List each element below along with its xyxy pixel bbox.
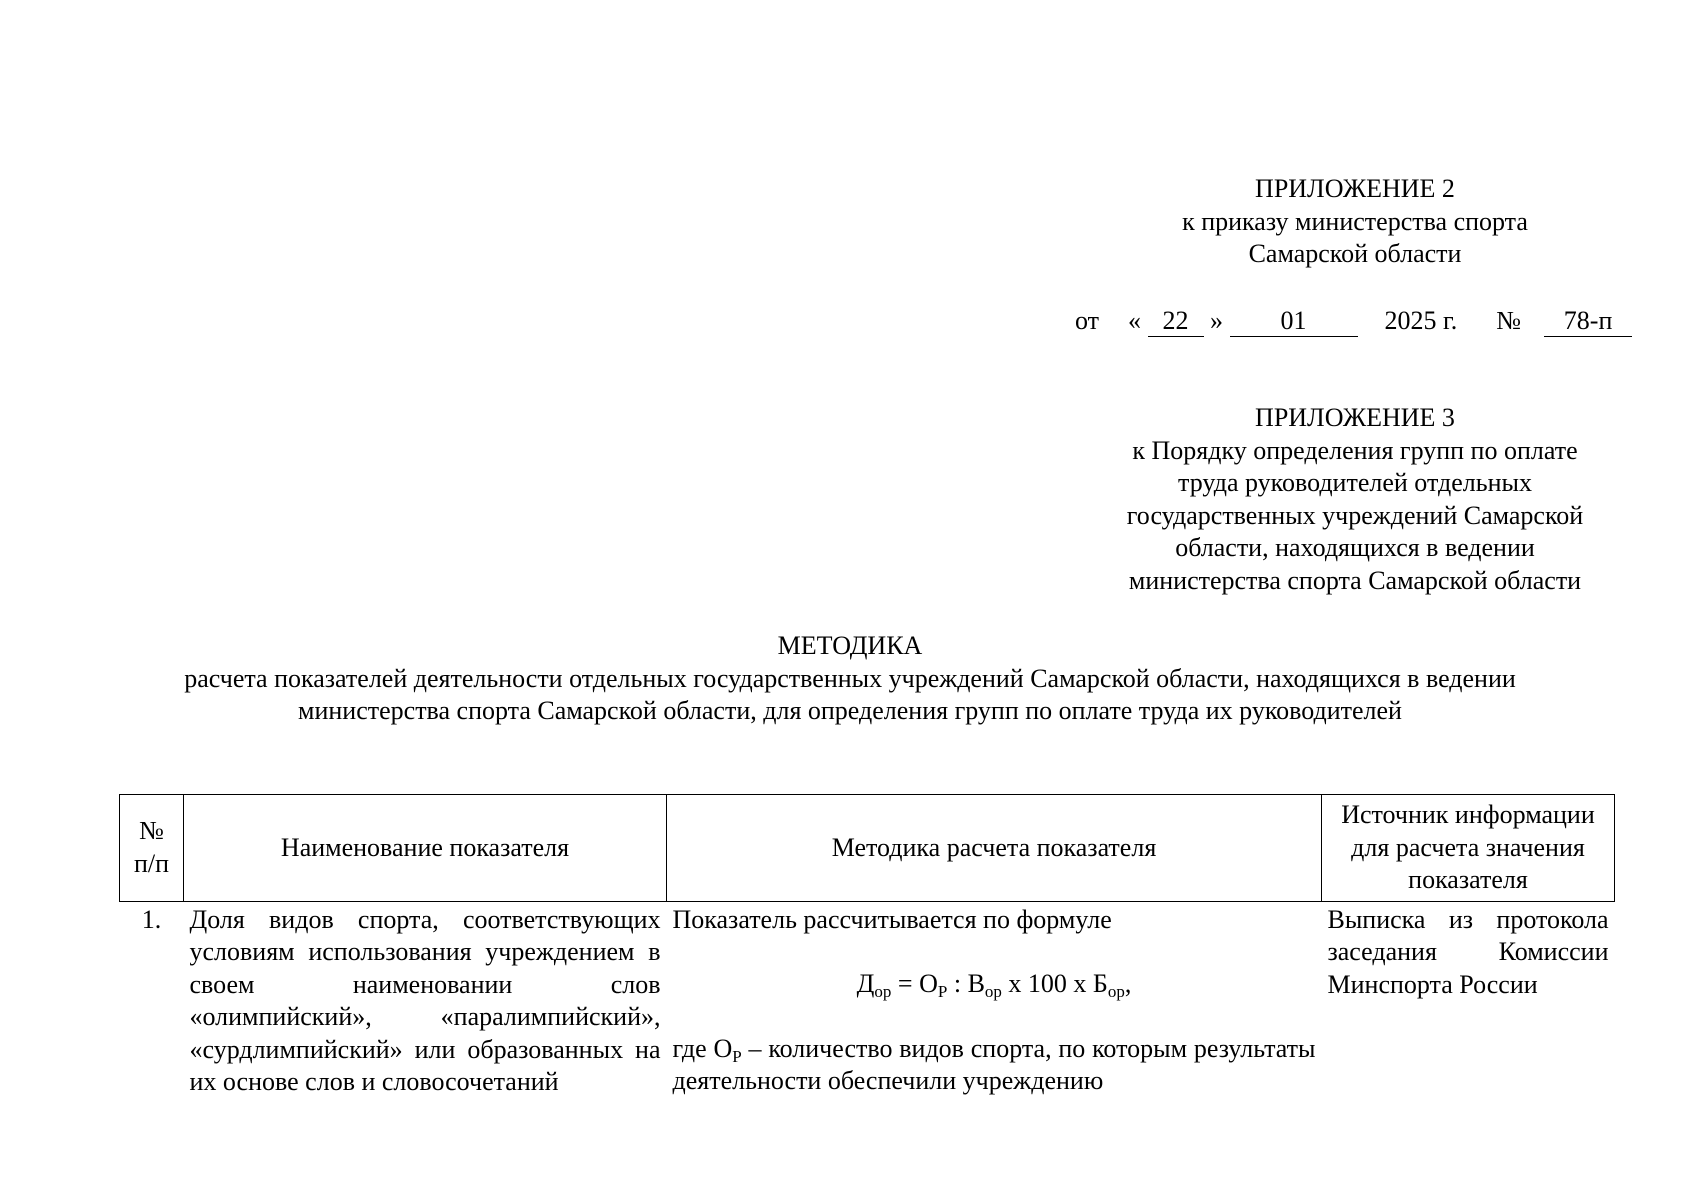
document-subtitle-line: расчета показателей деятельности отдельных государственных учреждений Самарской области, находящихся в ведении <box>184 663 1516 693</box>
appendix-2-line: Самарской области <box>1248 239 1462 268</box>
order-date-line <box>1075 305 1632 338</box>
appendix-3-line: области, находящихся в ведении <box>1175 533 1535 562</box>
appendix-3-line: министерства спорта Самарской области <box>1128 565 1582 595</box>
row-source: Выписка из протокола заседания Комиссии Минспорта России <box>1327 904 1609 999</box>
header-method: Методика расчета показателя <box>667 795 1322 902</box>
date-open-quote: « <box>1128 306 1142 335</box>
number-sign: № <box>1496 306 1522 335</box>
appendix-2-title: ПРИЛОЖЕНИЕ 2 <box>1255 174 1455 203</box>
date-year: 2025 г. <box>1384 306 1458 335</box>
header-source: Источник информации для расчета значения показателя <box>1322 795 1615 902</box>
appendix-2-block <box>1030 173 1680 271</box>
document-subtitle-line: министерства спорта Самарской области, для определения групп по оплате труда их руководителей <box>298 696 1402 725</box>
header-name: Наименование показателя <box>184 795 667 902</box>
method-formula: $Д_{ор} = О_Р$ : $В_{ор}$ x 100 x $Б_{ор}$, <box>856 969 1132 1001</box>
appendix-2-line: к приказу министерства спорта <box>1182 206 1528 236</box>
row-num: 1. <box>141 904 162 934</box>
date-month: 01 <box>1230 306 1358 337</box>
method-intro: Показатель рассчитывается по формуле <box>672 904 1112 934</box>
appendix-3-block <box>1030 402 1680 597</box>
order-number: 78-п <box>1544 306 1632 337</box>
header-num: № п/п <box>120 795 184 902</box>
appendix-3-line: к Порядку определения групп по оплате <box>1132 435 1578 465</box>
method-where: где $О_Р$ – количество видов спорта, по которым результаты деятельности обеспечили учреждению <box>672 1033 1316 1095</box>
date-prefix: от <box>1075 306 1100 335</box>
table-header-row <box>120 795 1615 902</box>
appendix-3-line: труда руководителей отдельных <box>1178 468 1532 497</box>
date-close-quote: » <box>1210 306 1224 335</box>
row-indicator-name: Доля видов спорта, соответствующих условиям использования учреждением в своем наименовании слов «олимпийский», «паралимпийский», «сурдлимпийский» или образованных на их основе слов и словосочетаний <box>189 904 661 1096</box>
document-title-block <box>60 630 1640 728</box>
indicators-table <box>119 794 1615 1101</box>
appendix-3-title: ПРИЛОЖЕНИЕ 3 <box>1255 403 1455 432</box>
row-method <box>667 901 1322 1101</box>
appendix-3-line: государственных учреждений Самарской <box>1126 500 1584 530</box>
table-row <box>120 901 1615 1101</box>
date-day: 22 <box>1148 306 1204 337</box>
document-heading: МЕТОДИКА <box>777 631 923 660</box>
